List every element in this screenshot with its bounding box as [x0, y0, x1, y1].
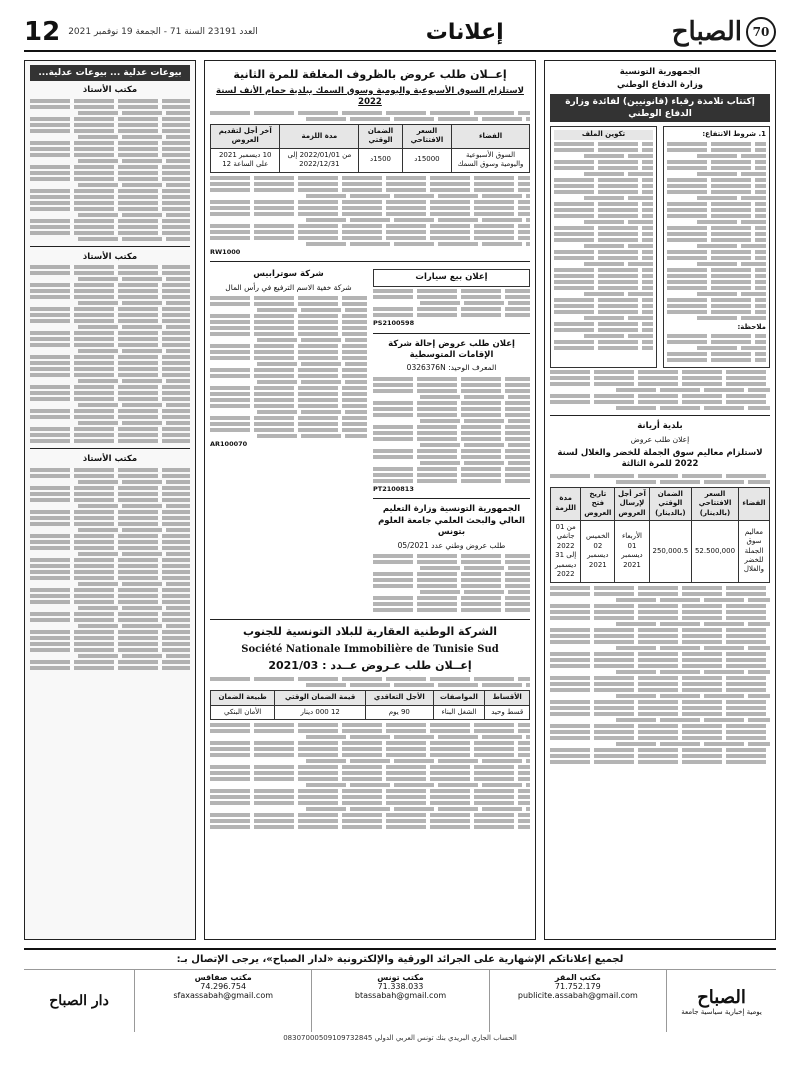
table-cell: 90 يوم: [366, 705, 433, 719]
org-line-2: وزارة الدفاع الوطني: [616, 80, 703, 91]
table-cell: الأربعاء 01 ديسمبر 2021: [615, 520, 649, 582]
page-info: [24, 17, 258, 47]
phone-number[interactable]: 74.296.754: [200, 982, 247, 991]
section-title: إعلانات: [425, 19, 504, 45]
file-heading: تكوين الملف: [554, 130, 653, 139]
logo-text: الصباح: [671, 17, 742, 47]
university-title: الجمهورية التونسية وزارة التعليم العالي والبحث العلمي جامعة العلوم بتونس: [378, 504, 525, 538]
email-link[interactable]: btassabah@gmail.com: [354, 991, 447, 1000]
email-link[interactable]: publicite.assabah@gmail.com: [517, 991, 638, 1000]
table-header: الضمان الوقتي: [359, 124, 403, 148]
ref-code: AR100070: [210, 439, 248, 448]
company-title: شركة سوترابيس: [253, 269, 324, 280]
office-sfax: [134, 970, 311, 1032]
table-cell: الخميس 02 ديسمبر 2021: [581, 520, 615, 582]
table-cell: 10 ديسمبر 2021 على الساعة 12: [211, 148, 280, 172]
footer-logo-left[interactable]: [24, 970, 134, 1032]
table-header: الفضاء: [452, 124, 530, 148]
table-header: آخر أجل لتقديم العروض: [211, 124, 280, 148]
table-cell: 15000د: [402, 148, 451, 172]
notary-heading: مكتب الأستاذ: [82, 251, 138, 262]
ariana-table: [550, 487, 770, 583]
table-header-row: [551, 487, 770, 520]
table-cell: الشغل البناء: [433, 705, 485, 719]
note-heading: ملاحظة:: [737, 322, 766, 331]
table-cell: السوق الأسبوعية واليومية وسوق السمك: [452, 148, 530, 172]
table-header: الضمان الوقتي (بالدينار): [649, 487, 691, 520]
notice-title: إعلان طلب عروض إحالة شركة الإقامات المتوسطية: [388, 338, 515, 360]
recruit-title: إكتتاب تلامذة رقباء (قانونيين) لفائدة وزارة الدفاع الوطني: [550, 94, 770, 122]
recruit-body: [550, 126, 770, 368]
snit-table: [210, 690, 530, 720]
table-header: تاريخ فتح العروض: [581, 487, 615, 520]
ref-code: RW1000: [210, 247, 241, 256]
footer-logo-text: الصباح: [697, 986, 746, 1008]
page-number: 12: [24, 17, 61, 47]
right-column: [544, 60, 776, 940]
office-name: مكتب تونس: [377, 973, 424, 982]
footer: [24, 948, 776, 1048]
footer-logo-left-text: دار الصباح: [49, 993, 109, 1009]
snit-title-ar: الشركة الوطنية العقارية للبلاد التونسية للجنوب: [242, 624, 498, 638]
footer-banner: لجميع إعلاناتكم الإشهارية على الجرائد الورقية والإلكترونية «لدار الصباح»، يرجى الإتصال بـ:: [24, 950, 776, 970]
table-header: قيمة الضمان الوقتي: [275, 691, 366, 705]
notice-id: المعرف الوحيد: 0326376N: [406, 363, 497, 373]
table-header: مدة اللزمة: [280, 124, 359, 148]
snit-tender: إعــلان طلب عـروض عــدد : 2021/03: [268, 659, 472, 673]
table-row: [211, 705, 530, 719]
conditions-heading: 1. شروط الانتفاع:: [702, 130, 766, 139]
table-cell: 250,000.5: [649, 520, 691, 582]
tender-title: إعــلان طلب عروض بالظروف المغلقة للمرة الثانية: [233, 68, 507, 81]
ariana-title: بلدية أريانة: [637, 421, 683, 432]
left-column: [24, 60, 196, 940]
ref-code: PS2100598: [373, 318, 415, 327]
table-cell: 52.500,000: [692, 520, 739, 582]
table-cell: قسط وحيد: [485, 705, 530, 719]
bank-account-line: الحساب الجاري البريدي بنك تونس العربي الدولي 08307000509109732845: [283, 1034, 517, 1042]
snit-title-fr: Société Nationale Immobilière de Tunisie Sud: [241, 643, 499, 655]
table-header: طبيعة الضمان: [211, 691, 275, 705]
table-header: الأقساط: [485, 691, 530, 705]
office-hq: [489, 970, 666, 1032]
seal-icon: 70: [746, 17, 776, 47]
company-block: [210, 267, 367, 614]
table-header-row: [211, 691, 530, 705]
tender-subtitle: لاستلزام السوق الأسبوعية واليومية وسوق السمك ببلدية حمام الأنف لسنة 2022: [216, 85, 524, 108]
car-sale-title: إعلان بيع سيارات: [373, 269, 530, 286]
footer-logo-sub: يومية إخبارية سياسية جامعة: [681, 1007, 762, 1016]
table-cell: من 01 جانفي 2022 إلى 31 ديسمبر 2022: [551, 520, 581, 582]
phone-number[interactable]: 71.338.033: [377, 982, 424, 991]
middle-column: [204, 60, 536, 940]
ariana-sub: إعلان طلب عروض: [630, 434, 690, 444]
conditions-block: [663, 126, 770, 368]
table-cell: معاليم سوق الجملة للخضر والغلال: [738, 520, 769, 582]
table-cell: من 2022/01/01 إلى 2022/12/31: [280, 148, 359, 172]
footer-contacts: [24, 970, 776, 1032]
footer-logo[interactable]: [666, 970, 776, 1032]
issue-line: العدد 23191 السنة 71 - الجمعة 19 نوفمبر 2021: [68, 27, 258, 37]
notary-heading: مكتب الأستاذ: [82, 454, 138, 465]
email-link[interactable]: sfaxassabah@gmail.com: [173, 991, 274, 1000]
table-header: السعر الافتتاحي: [402, 124, 451, 148]
table-header: السعر الافتتاحي (بالدينار): [692, 487, 739, 520]
org-line-1: الجمهورية التونسية: [619, 67, 701, 77]
table-header: مدة اللزمة: [551, 487, 581, 520]
office-name: مكتب صفاقس: [194, 973, 252, 982]
table-cell: الأمان البنكي: [211, 705, 275, 719]
office-tunis: [311, 970, 488, 1032]
car-sale-block: [373, 267, 530, 614]
judicial-sales-header: بيوعات عدلية ... بيوعات عدلية...: [30, 65, 190, 81]
file-block: [550, 126, 657, 368]
tender-table: [210, 124, 530, 173]
table-cell: 1500د: [359, 148, 403, 172]
ariana-line: لاستلزام معاليم سوق الجملة للخضر والغلال لسنة 2022 للمرة الثالثة: [557, 447, 763, 470]
table-header: الأجل التعاقدي: [366, 691, 433, 705]
phone-number[interactable]: 71.752.179: [554, 982, 601, 991]
table-header-row: [211, 124, 530, 148]
table-cell: 12 000 دينار: [275, 705, 366, 719]
ref-code: PT2100813: [373, 484, 414, 493]
company-sub: شركة خفية الاسم الترفيع في رأس المال: [225, 282, 352, 292]
table-row: [211, 148, 530, 172]
notary-heading: مكتب الأستاذ: [82, 85, 138, 96]
office-name: مكتب المقر: [554, 973, 601, 982]
table-header: المواصفات: [433, 691, 485, 705]
table-header: الفضاء: [738, 487, 769, 520]
table-header: آخر أجل لإرسال العروض: [615, 487, 649, 520]
table-row: [551, 520, 770, 582]
university-tender: طلب عروض وطني عدد 05/2021: [397, 540, 506, 550]
newspaper-logo[interactable]: [672, 17, 776, 47]
masthead: [24, 14, 776, 52]
